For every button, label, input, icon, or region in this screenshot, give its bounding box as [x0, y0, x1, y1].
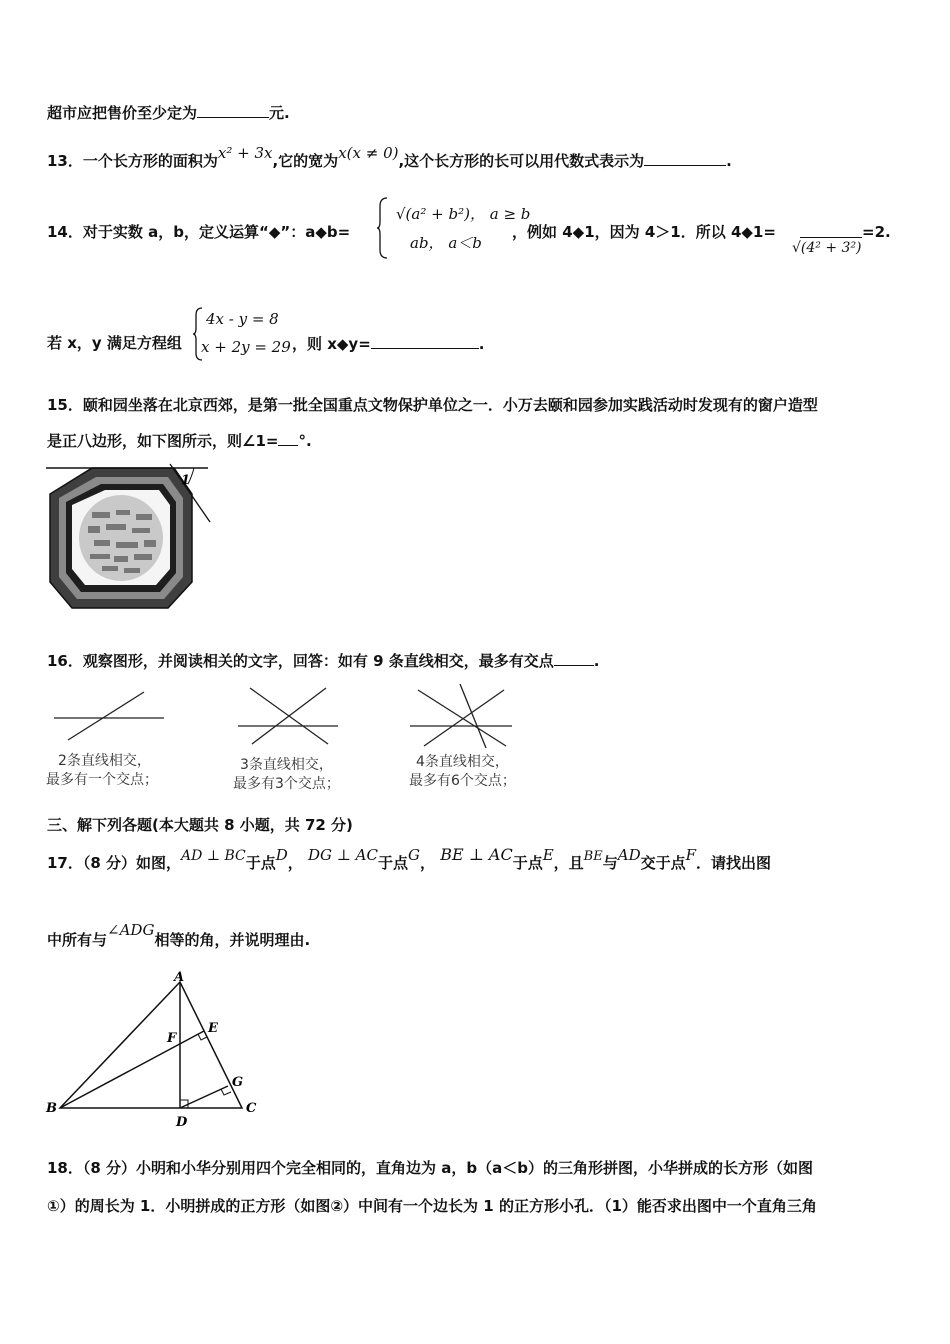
q14-eq2: x + 2y = 29 — [201, 338, 291, 356]
question-17: 17．（8 分）如图，AD ⊥ BC于点D， DG ⊥ AC于点G， BE ⊥ AC于点E，且BE与AD交于点F．请找出图 — [47, 845, 772, 872]
q15-line2: 是正八边形，如下图所示，则∠1= °. — [47, 432, 312, 450]
q17-line2: 中所有与∠ADG相等的角，并说明理由. — [47, 921, 311, 949]
q14-example-result: =2. — [862, 223, 891, 241]
q12-tail: 超市应把售价至少定为 元. — [47, 104, 290, 122]
q14-fraction-line — [800, 222, 862, 238]
caption-3-lines-1: 3条直线相交， — [240, 757, 333, 773]
q14-denominator: √(4² + 3²) — [792, 240, 862, 256]
q18-line2: ①）的周长为 1．小明拼成的正方形（如图②）中间有一个边长为 1 的正方形小孔．（1）能否求出图中一个直角三角 — [47, 1197, 817, 1215]
question-13: 13．一个长方形的面积为x² + 3x,它的宽为x(x ≠ 0),这个长方形的长可以用代数式表示为 . — [47, 144, 732, 170]
q14-case1: √(a² + b²)， a ≥ b — [396, 205, 531, 223]
caption-2-lines-1: 2条直线相交， — [58, 753, 151, 769]
figure-two-lines — [54, 692, 164, 740]
octagon-window-figure — [44, 462, 216, 612]
window-stone-pattern — [79, 495, 163, 581]
q14-answer-blank — [371, 333, 479, 349]
label-G: G — [232, 1075, 244, 1090]
caption-4-lines-2: 最多有6个交点； — [409, 773, 516, 789]
figure-three-lines — [238, 688, 338, 744]
q12-answer-blank — [197, 102, 269, 118]
triangle-ABC — [60, 982, 242, 1108]
label-D: D — [176, 1115, 188, 1130]
lines-intersection-figures — [40, 680, 560, 750]
q14-system-tail: ，则 x◆y= . — [292, 335, 485, 353]
label-A: A — [174, 970, 185, 985]
q15-line1: 15．颐和园坐落在北京西郊，是第一批全国重点文物保护单位之一．小万去颐和园参加实践活动时发现有的窗户造型 — [47, 396, 818, 414]
q14-example: ，例如 4◆1，因为 4＞1．所以 4◆1= — [512, 223, 776, 241]
triangle-lines — [60, 982, 242, 1108]
figure-four-lines — [410, 684, 512, 748]
caption-3-lines-2: 最多有3个交点； — [233, 776, 340, 792]
segment-BE — [60, 1031, 204, 1108]
angle-1-label: 1 — [181, 473, 191, 488]
q18-line1: 18．（8 分）小明和小华分别用四个完全相同的，直角边为 a，b（a＜b）的三角形拼图，小华拼成的长方形（如图 — [47, 1159, 813, 1177]
caption-4-lines-1: 4条直线相交， — [416, 754, 509, 770]
section-3-title: 三、解下列各题(本大题共 8 小题，共 72 分) — [47, 816, 353, 834]
q14-eq1: 4x - y = 8 — [206, 310, 279, 328]
label-C: C — [246, 1101, 257, 1116]
triangle-figure — [40, 968, 270, 1133]
caption-2-lines-2: 最多有一个交点； — [46, 772, 158, 788]
q15-answer-blank — [278, 430, 298, 446]
label-B: B — [46, 1101, 57, 1116]
q14-system-lead: 若 x，y 满足方程组 — [47, 334, 182, 352]
question-14: 14．对于实数 a，b，定义运算“◆”：a◆b= — [47, 223, 351, 241]
q14-brace — [376, 196, 390, 260]
q13-answer-blank — [644, 150, 726, 166]
q14-case2: ab， a＜b — [410, 234, 482, 252]
label-F: F — [167, 1031, 177, 1046]
q16-answer-blank — [554, 650, 594, 666]
label-E: E — [208, 1021, 218, 1036]
question-16: 16．观察图形，并阅读相关的文字，回答：如有 9 条直线相交，最多有交点 . — [47, 652, 600, 670]
